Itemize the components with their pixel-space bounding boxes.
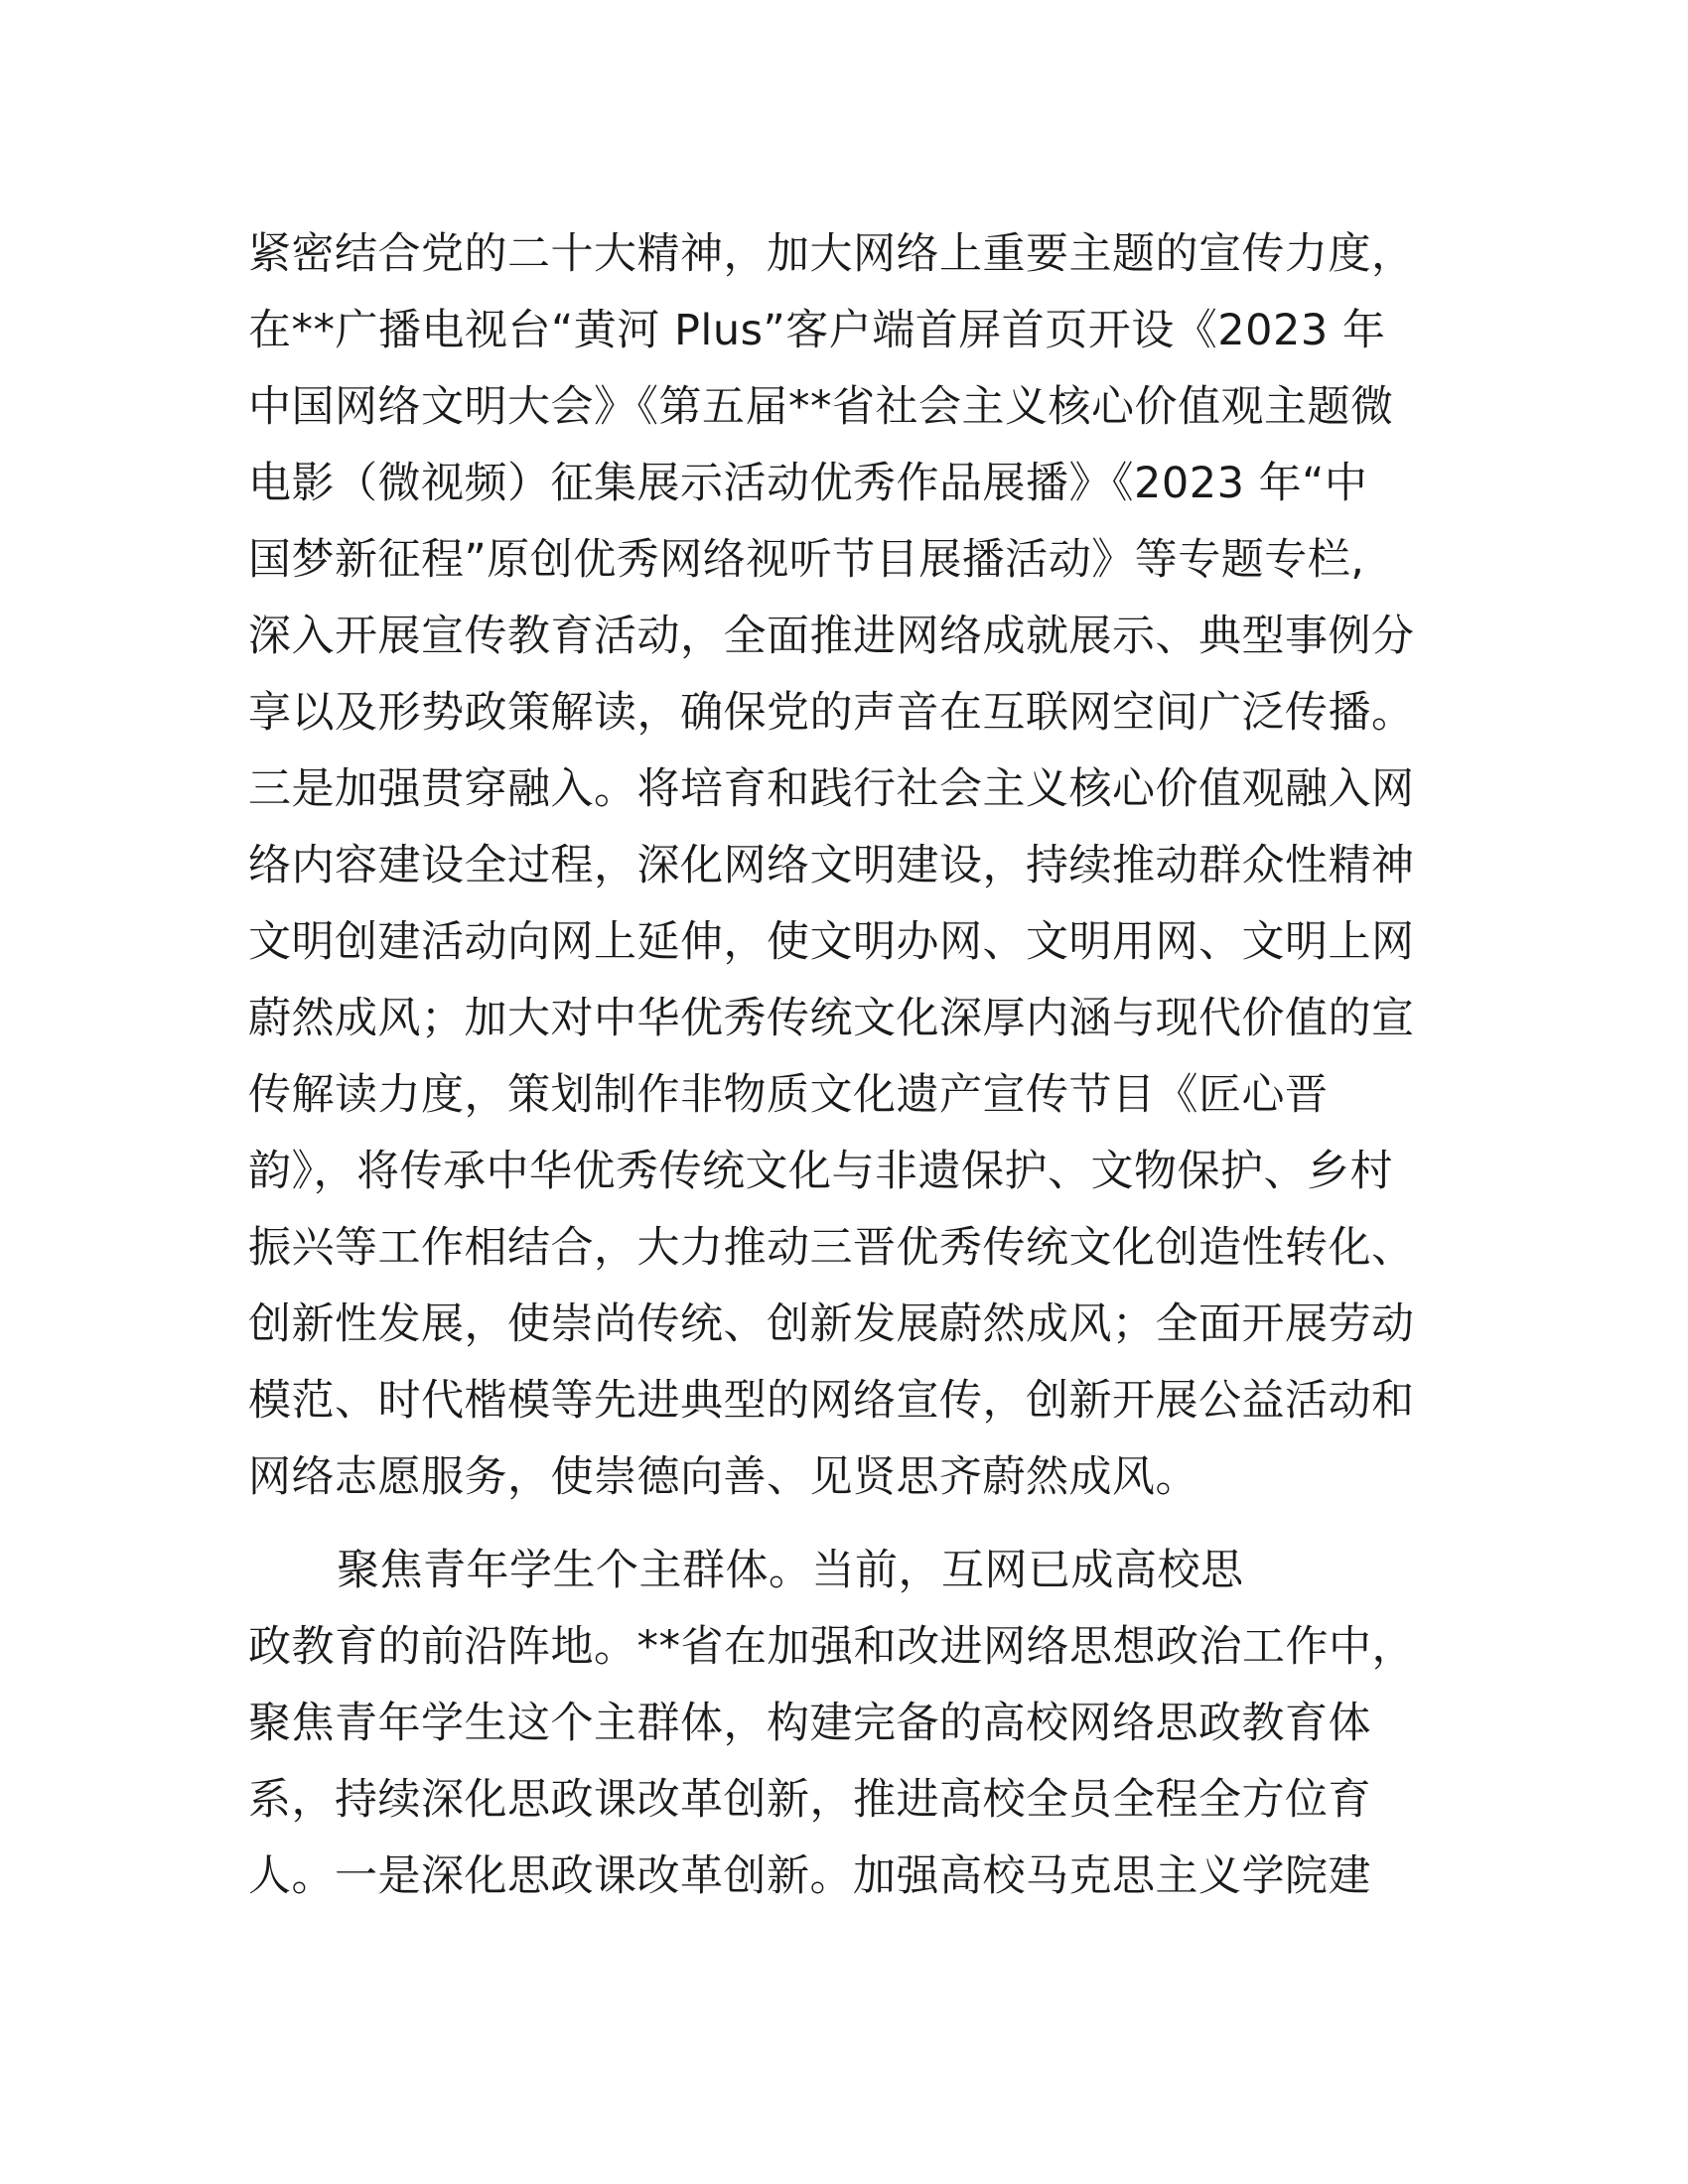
text-line: 振兴等工作相结合，大力推动三晋优秀传统文化创造性转化、: [248, 1223, 1415, 1273]
text-line: 韵》，将传承中华优秀传统文化与非遗保护、文物保护、乡村: [248, 1147, 1393, 1196]
text-line: 系，持续深化思政课改革创新，推进高校全员全程全方位育: [248, 1775, 1371, 1825]
text-line: 紧密结合党的二十大精神，加大网络上重要主题的宣传力度，: [248, 229, 1415, 279]
text-line: 蔚然成风；加大对中华优秀传统文化深厚内涵与现代价值的宣: [248, 994, 1415, 1043]
text-line: 络内容建设全过程，深化网络文明建设，持续推动群众性精神: [248, 841, 1415, 890]
text-line: 享以及形势政策解读，确保党的声音在互联网空间广泛传播。: [248, 688, 1415, 738]
text-line: 人。一是深化思政课改革创新。加强高校马克思主义学院建: [248, 1851, 1371, 1901]
text-line: 在**广播电视台“黄河 Plus”客户端首屏首页开设《2023 年: [248, 306, 1386, 355]
text-line: 中国网络文明大会》《第五届**省社会主义核心价值观主题微: [248, 382, 1394, 432]
text-line: 三是加强贯穿融入。将培育和践行社会主义核心价值观融入网: [248, 764, 1415, 814]
text-line: 文明创建活动向网上延伸，使文明办网、文明用网、文明上网: [248, 917, 1415, 967]
text-line: 聚焦青年学生这个主群体，构建完备的高校网络思政教育体: [248, 1699, 1371, 1748]
text-line: 深入开展宣传教育活动，全面推进网络成就展示、典型事例分: [248, 612, 1415, 661]
text-line: 电影（微视频）征集展示活动优秀作品展播》《2023 年“中: [248, 459, 1368, 508]
text-line: 网络志愿服务，使崇德向善、见贤思齐蔚然成风。: [248, 1452, 1198, 1502]
text-line: 政教育的前沿阵地。**省在加强和改进网络思想政治工作中，: [248, 1622, 1415, 1672]
text-line: 聚焦青年学生个主群体。当前，互网已成高校思: [337, 1546, 1244, 1595]
text-line: 模范、时代楷模等先进典型的网络宣传，创新开展公益活动和: [248, 1376, 1415, 1426]
text-line: 国梦新征程”原创优秀网络视听节目展播活动》等专题专栏,: [248, 535, 1365, 585]
body-paragraph-2: [248, 1533, 1440, 1915]
text-line: 创新性发展，使崇尚传统、创新发展蔚然成风；全面开展劳动: [248, 1299, 1415, 1349]
text-line: 传解读力度，策划制作非物质文化遗产宣传节目《匠心晋: [248, 1070, 1329, 1120]
body-paragraph-1: [248, 216, 1440, 1516]
